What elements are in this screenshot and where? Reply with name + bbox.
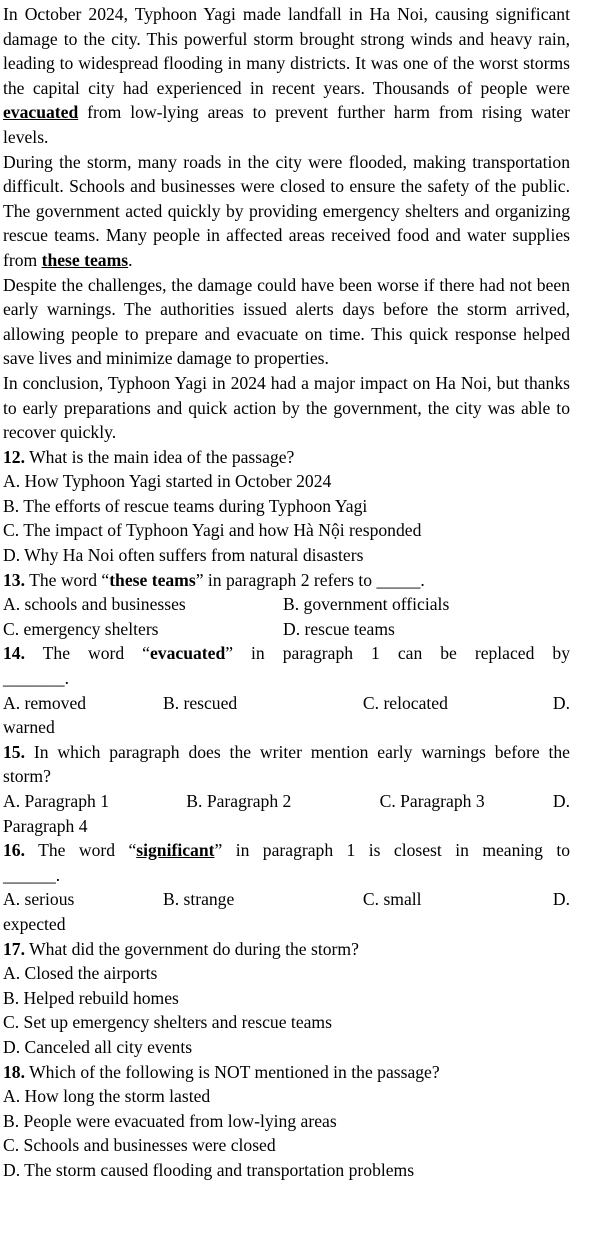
option-13-d[interactable]: D. rescue teams: [283, 618, 395, 639]
option-18-a[interactable]: A. How long the storm lasted: [3, 1086, 211, 1107]
question-text: What did the government do during the storm?: [25, 938, 359, 959]
answer-blank: _____: [376, 569, 421, 590]
option-12-a[interactable]: A. How Typhoon Yagi started in October 2024: [3, 471, 332, 492]
option-12-b[interactable]: B. The efforts of rescue teams during Typhoon Yagi: [3, 495, 368, 516]
option-17-d[interactable]: D. Canceled all city events: [3, 1036, 193, 1057]
question-text: The word “: [25, 840, 137, 861]
question-text: Which of the following is NOT mentioned in the passage?: [25, 1061, 440, 1082]
option-16-c[interactable]: C. small: [362, 889, 422, 910]
option-14-d[interactable]: D.: [552, 692, 570, 713]
paragraph-1-text: In October 2024, Typhoon Yagi made landfall in Ha Noi, causing significant damage to the city. This powerful storm brought strong winds and heavy rain, leading to widespread flooding in many districts. It was one of the worst storms the capital city had experienced in recent years. Thousands of people were: [3, 4, 570, 98]
option-16-b[interactable]: B. strange: [162, 889, 235, 910]
option-14-c[interactable]: C. relocated: [362, 692, 448, 713]
option-17-a[interactable]: A. Closed the airports: [3, 963, 158, 984]
options-13: [3, 592, 570, 641]
option-15-d[interactable]: D.: [552, 791, 570, 811]
keyword-evacuated-ref: evacuated: [149, 643, 226, 664]
paragraph-1-text-end: from low-lying areas to prevent further harm from rising water levels.: [3, 102, 570, 147]
option-13-c[interactable]: C. emergency shelters: [3, 618, 159, 639]
paragraph-2-text: During the storm, many roads in the city were flooded, making transportation difficult. Schools and businesses were closed to ensure the safety of the public. The government acted quickly by providing emergency shelters and organizing rescue teams. Many people in affected areas received food and water supplies from: [3, 151, 570, 270]
question-15: [3, 740, 570, 789]
paragraph-4: In conclusion, Typhoon Yagi in 2024 had a major impact on Ha Noi, but thanks to early preparations and quick action by the government, the city was able to recover quickly.: [3, 372, 570, 443]
option-15-c[interactable]: C. Paragraph 3: [379, 791, 485, 811]
paragraph-3: Despite the challenges, the damage could have been worse if there had not been early warnings. The authorities issued alerts days before the storm arrived, allowing people to prepare and evacuate on time. This quick response helped save lives and minimize damage to properties.: [3, 274, 570, 369]
option-18-b[interactable]: B. People were evacuated from low-lying areas: [3, 1110, 337, 1131]
question-number: 14.: [3, 643, 25, 664]
option-14-b[interactable]: B. rescued: [162, 692, 238, 713]
answer-blank: _______.: [3, 668, 69, 689]
option-16-a[interactable]: A. serious: [3, 889, 75, 910]
answer-blank: ______.: [3, 864, 61, 885]
option-18-d[interactable]: D. The storm caused flooding and transportation problems: [3, 1159, 415, 1180]
question-text: What is the main idea of the passage?: [25, 446, 295, 467]
options-15: [3, 789, 570, 814]
question-14: [3, 641, 570, 666]
question-text: The word “: [25, 643, 150, 664]
option-12-d[interactable]: D. Why Ha Noi often suffers from natural disasters: [3, 545, 364, 566]
option-16-d[interactable]: D.: [552, 889, 570, 910]
question-text: ” in paragraph 1 is closest in meaning to: [214, 840, 570, 861]
keyword-significant-ref: significant: [136, 840, 215, 861]
option-16-d-text[interactable]: expected: [3, 913, 66, 934]
question-number: 15.: [3, 741, 25, 762]
options-14: [3, 691, 570, 716]
question-16: [3, 838, 570, 863]
question-18: [3, 1060, 570, 1085]
option-17-c[interactable]: C. Set up emergency shelters and rescue teams: [3, 1012, 332, 1033]
option-13-b[interactable]: B. government officials: [283, 594, 450, 615]
paragraph-1: [3, 2, 570, 150]
question-12: [3, 445, 570, 470]
question-number: 18.: [3, 1061, 25, 1082]
option-14-a[interactable]: A. removed: [3, 692, 87, 713]
question-number: 12.: [3, 446, 25, 467]
option-15-b[interactable]: B. Paragraph 2: [186, 791, 292, 811]
paragraph-2: [3, 150, 570, 273]
question-text: The word “: [25, 569, 110, 590]
question-17: [3, 937, 570, 962]
document: [3, 2, 570, 1183]
option-15-a[interactable]: A. Paragraph 1: [3, 791, 110, 811]
question-text: .: [420, 569, 425, 590]
question-number: 16.: [3, 840, 25, 861]
keyword-these-teams-ref: these teams: [109, 569, 196, 590]
option-13-a[interactable]: A. schools and businesses: [3, 594, 186, 615]
question-number: 13.: [3, 569, 25, 590]
keyword-these-teams: these teams: [41, 249, 129, 270]
keyword-evacuated: evacuated: [3, 102, 79, 123]
question-number: 17.: [3, 938, 25, 959]
question-13: [3, 568, 570, 593]
question-text: ” in paragraph 1 can be replaced by: [225, 643, 570, 664]
option-14-d-text[interactable]: warned: [3, 717, 55, 738]
option-15-d-text[interactable]: Paragraph 4: [3, 815, 88, 836]
option-12-c[interactable]: C. The impact of Typhoon Yagi and how Hà Nội responded: [3, 520, 422, 541]
paragraph-2-text-end: .: [128, 249, 133, 270]
options-16: [3, 887, 570, 912]
option-17-b[interactable]: B. Helped rebuild homes: [3, 987, 179, 1008]
option-18-c[interactable]: C. Schools and businesses were closed: [3, 1135, 276, 1156]
question-text: In which paragraph does the writer mention early warnings before the storm?: [3, 741, 570, 787]
question-text: ” in paragraph 2 refers to: [195, 569, 377, 590]
